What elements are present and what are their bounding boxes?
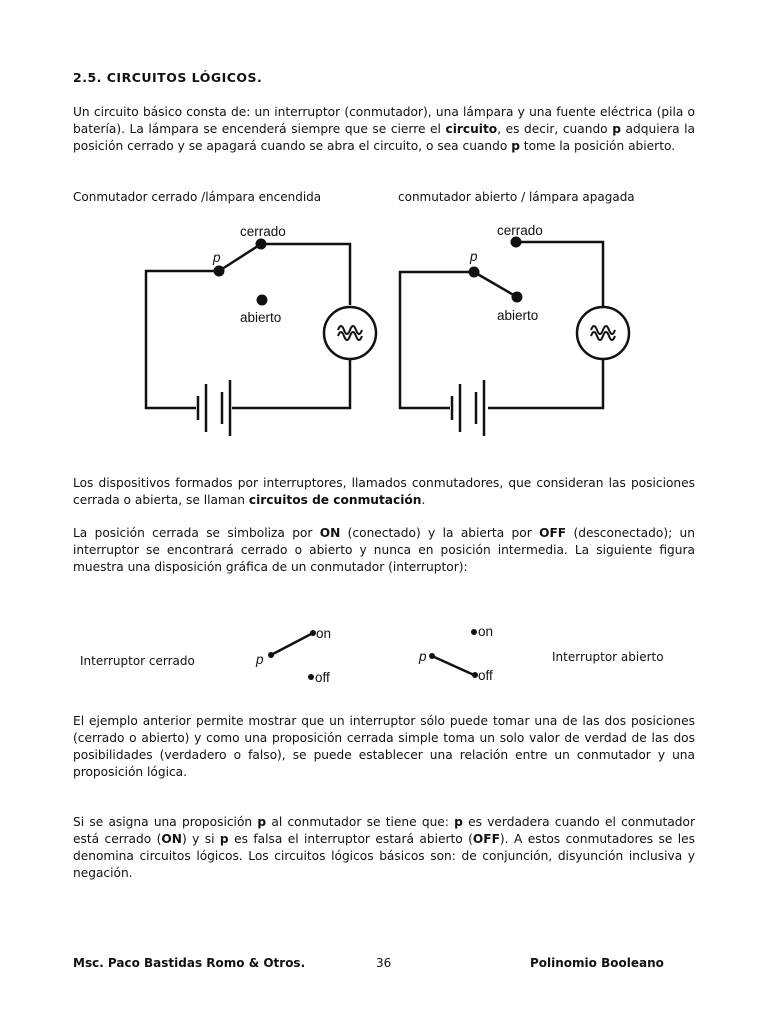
footer-page-number: 36 [376, 956, 392, 970]
closed-switch-p: p [256, 652, 264, 667]
section-heading: 2.5. CIRCUITOS LÓGICOS. [73, 70, 263, 85]
open-switch-off: off [478, 668, 493, 683]
open-switch-caption: Interruptor abierto [552, 650, 664, 664]
closed-switch-on: on [316, 626, 332, 641]
label-p: p [470, 249, 478, 264]
paragraph-circuitos-logicos: Si se asigna una proposición p al conmutador se tiene que: p es verdadera cuando el conmutador está cerrado (ON) y si p es falsa el interruptor estará abierto (OFF). A estos conmutadores se les denomina circuitos lógicos. Los circuitos lógicos básicos son: de conjunción, disyunción inclusiva y negación. [73, 815, 696, 880]
label-abierto: abierto [240, 310, 282, 325]
label-cerrado: cerrado [240, 224, 286, 239]
closed-switch-off: off [315, 670, 330, 685]
open-circuit-caption: conmutador abierto / lámpara apagada [398, 190, 635, 204]
closed-switch-pivot [268, 652, 274, 658]
footer-author: Msc. Paco Bastidas Romo & Otros. [73, 956, 306, 970]
paragraph-circuitos-conmutacion: Los dispositivos formados por interruptores, llamados conmutadores, que consideran las posiciones cerrada o abierta, se llaman circuitos de conmutación. [73, 476, 695, 507]
open-switch-on-dot [471, 629, 477, 635]
closed-switch-caption: Interruptor cerrado [80, 654, 195, 668]
open-switch-on: on [478, 624, 494, 639]
closed-circuit-caption: Conmutador cerrado /lámpara encendida [73, 190, 322, 204]
label-p: p [213, 250, 221, 265]
footer-title: Polinomio Booleano [530, 956, 664, 970]
intro-paragraph: Un circuito básico consta de: un interruptor (conmutador), una lámpara y una fuente eléctrica (pila o batería). La lámpara se encenderá siempre que se cierre el circuito, es decir, cuando p adquiera la posición cerrado y se apagará cuando se abra el circuito, o sea cuando p tome la posición abierto. [73, 105, 695, 153]
paragraph-on-off: La posición cerrada se simboliza por ON (conectado) y la abierta por OFF (desconectado); un interruptor se encontrará cerrado o abierto y nunca en posición intermedia. La siguiente figura muestra una disposición gráfica de un conmutador (interruptor): [73, 526, 695, 574]
paragraph-proposicion-logica: El ejemplo anterior permite mostrar que un interruptor sólo puede tomar una de las dos posiciones (cerrado o abierto) y como una proposición cerrada simple toma un solo valor de verdad de las dos posibilidades (verdadero o falso), se puede establecer una relación entre un conmutador y una proposición lógica. [73, 714, 695, 779]
open-switch-p: p [419, 649, 427, 664]
closed-switch-lever [271, 633, 313, 655]
open-switch-lever [432, 656, 474, 675]
open-switch-pivot [429, 653, 435, 659]
label-abierto: abierto [497, 308, 539, 323]
label-cerrado: cerrado [497, 223, 543, 238]
closed-switch-off-dot [308, 674, 314, 680]
